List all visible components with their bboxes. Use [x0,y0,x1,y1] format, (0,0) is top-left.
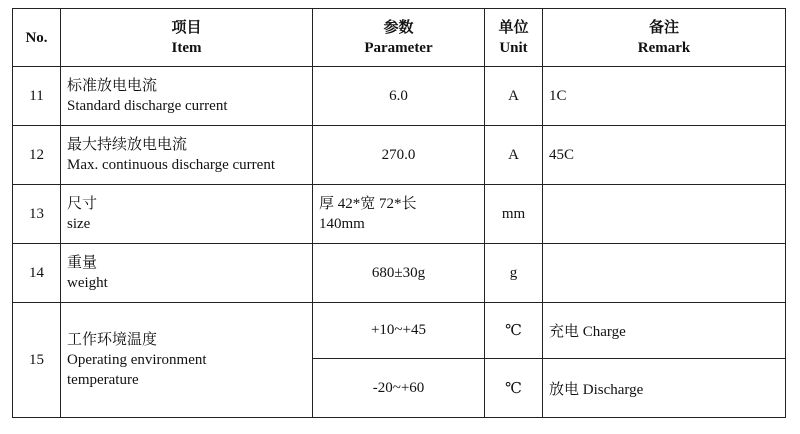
row-parameter: 270.0 [313,126,485,185]
header-item-cn: 项目 [171,19,202,36]
item-cn: 标准放电电流 [67,78,158,94]
row-parameter: -20~+60 [313,359,485,418]
item-en: Standard discharge current [67,98,228,114]
header-unit [485,9,543,67]
header-item-en: Item [171,39,202,56]
row-remark [543,244,786,303]
row-item [61,244,313,303]
row-unit: ℃ [485,303,543,359]
row-unit: g [485,244,543,303]
header-row [13,9,786,67]
header-item [61,9,313,67]
row-number: 13 [13,185,61,244]
row-unit: A [485,67,543,126]
item-cn: 工作环境温度 [67,332,158,348]
row-number: 15 [13,303,61,418]
spec-table [12,8,786,418]
table-row [13,126,786,185]
table-row [13,244,786,303]
row-number: 11 [13,67,61,126]
row-unit: A [485,126,543,185]
row-item [61,185,313,244]
item-cn: 尺寸 [67,196,98,212]
header-remark-en: Remark [637,39,691,56]
row-remark [543,185,786,244]
row-remark: 充电 Charge [543,303,786,359]
header-unit-en: Unit [499,39,528,56]
item-en: weight [67,275,108,291]
row-remark: 放电 Discharge [543,359,786,418]
row-item [61,126,313,185]
item-en: size [67,216,91,232]
item-en-line-2: temperature [67,372,139,388]
row-item [61,303,313,418]
row-parameter: 6.0 [313,67,485,126]
row-parameter: +10~+45 [313,303,485,359]
header-remark [543,9,786,67]
row-remark: 45C [543,126,786,185]
row-remark: 1C [543,67,786,126]
header-param-cn: 参数 [383,19,414,36]
param-line-2: 140mm [319,216,365,232]
row-parameter: 680±30g [313,244,485,303]
table-row [13,67,786,126]
item-cn: 最大持续放电电流 [67,137,188,153]
header-no: No. [13,9,61,67]
row-number: 14 [13,244,61,303]
header-param-en: Parameter [364,39,433,56]
row-item [61,67,313,126]
item-en: Max. continuous discharge current [67,157,276,173]
param-line-1: 厚 42*宽 72*长 [319,196,417,212]
table-row [13,303,786,359]
row-parameter [313,185,485,244]
row-unit: ℃ [485,359,543,418]
table-row [13,185,786,244]
header-parameter [313,9,485,67]
header-unit-cn: 单位 [498,19,529,36]
item-cn: 重量 [67,255,98,271]
row-number: 12 [13,126,61,185]
header-remark-cn: 备注 [648,19,679,36]
row-unit: mm [485,185,543,244]
item-en-line-1: Operating environment [67,352,207,368]
